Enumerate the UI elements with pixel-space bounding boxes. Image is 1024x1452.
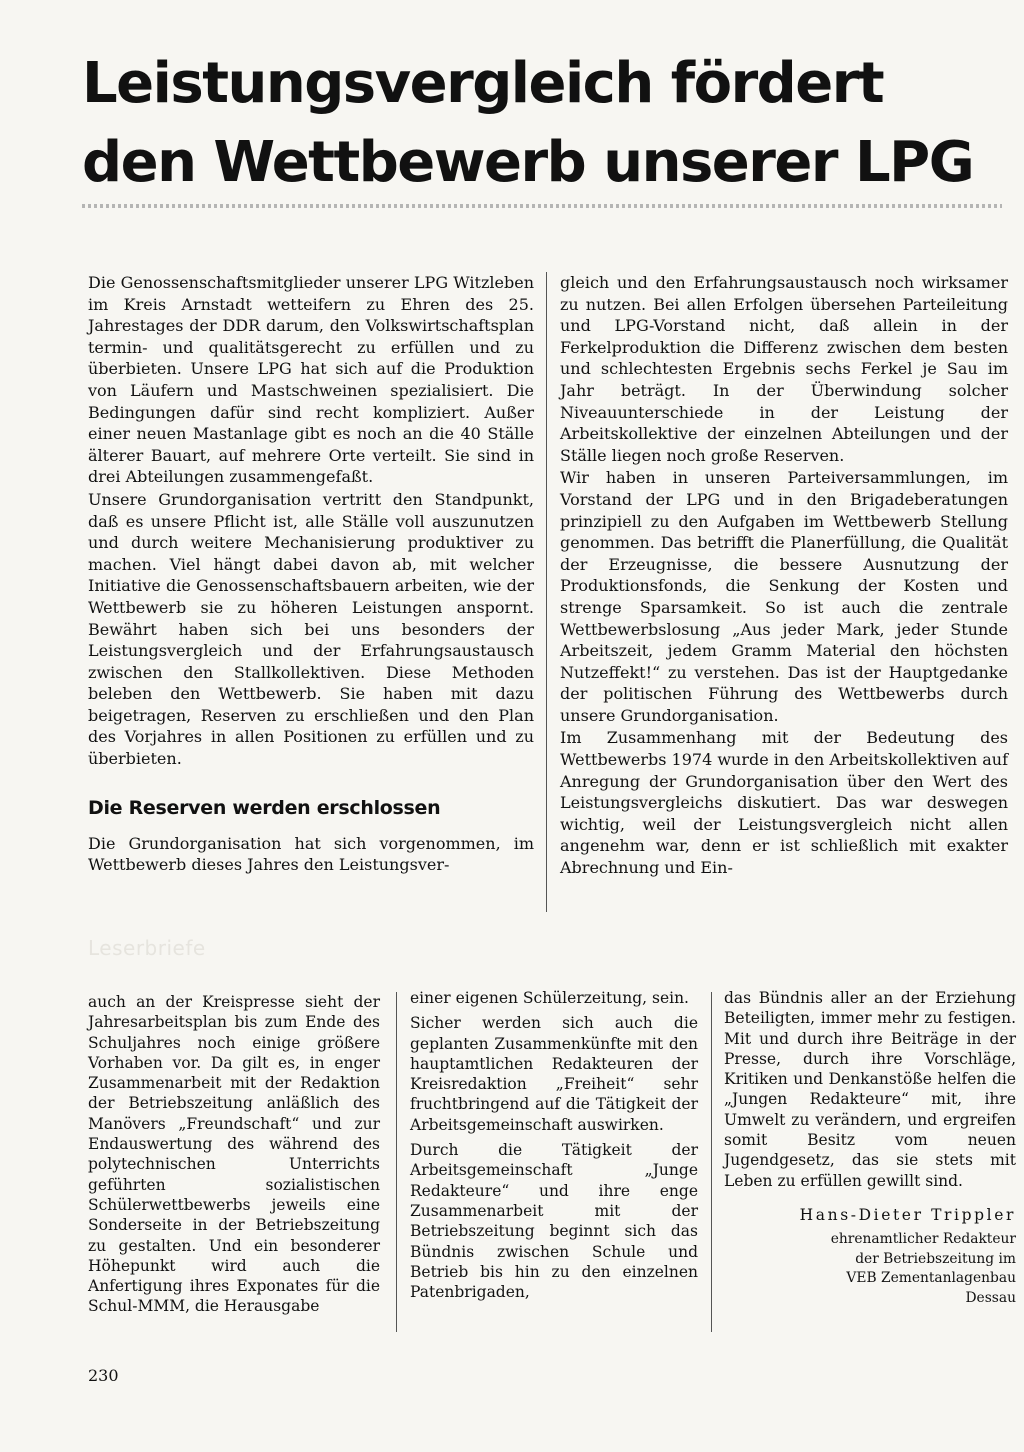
letter-column-3 xyxy=(724,988,1016,1313)
article-subheading: Die Reserven werden erschlossen xyxy=(88,796,441,819)
article-paragraph: Wir haben in unseren Parteiversammlungen, im Vorstand der LPG und in den Brigadeberatungen prinzipiell zu den Aufgaben im Wettbewerb Stellung genommen. Das betrifft die Planerfüllung, die Qualität der Erzeugnisse, die bessere Ausnutzung der Produktionsfonds, die Senkung der Kosten und strenge Sparsamkeit. So ist auch die zentrale Wettbewerbslosung „Aus jeder Mark, jeder Stunde Arbeitszeit, jedem Gramm Material den höchsten Nutzeffekt!“ zu verstehen. Das ist der Hauptgedanke der politischen Führung des Wettbewerbs durch unsere Grundorganisation. xyxy=(560,468,1008,725)
headline-line-2: den Wettbewerb unserer LPG xyxy=(82,130,974,195)
author-affiliation xyxy=(724,1230,1016,1308)
article-column-1 xyxy=(88,272,534,877)
column-divider xyxy=(546,272,547,912)
affiliation-line: VEB Zementanlagenbau xyxy=(846,1270,1016,1287)
letter-paragraph: auch an der Kreispresse sieht der Jahresarbeitsplan bis zum Ende des Schuljahres noch einige größere Vorhaben vor. Da gilt es, in enger Zusammenarbeit mit der Redaktion der Betriebszeitung anläßlich des Manövers „Freundschaft“ und zur Endauswertung des während des polytechnischen Unterrichts geführten sozialistischen Schülerwettbewerbs jeweils eine Sonderseite in der Betriebszeitung zu gestalten. Und ein besonderer Höhepunkt wird auch die Anfertigung ihres Exponates für die Schul-MMM, die Herausgabe xyxy=(88,993,380,1316)
letter-paragraph: einer eigenen Schülerzeitung, sein. xyxy=(410,989,689,1007)
article-paragraph: Im Zusammenhang mit der Bedeutung des Wettbewerbs 1974 wurde in den Arbeitskollektiven auf Anregung der Grundorganisation über den Wert des Leistungsvergleichs diskutiert. Das war deswegen wichtig, weil der Leistungsvergleich nicht allen angenehm war, denn er ist schließlich mit exakter Abrechnung und Ein- xyxy=(560,728,1008,878)
article-paragraph: Die Grundorganisation hat sich vorgenommen, im Wettbewerb dieses Jahres den Leistungsver- xyxy=(88,833,534,875)
letter-paragraph: Durch die Tätigkeit der Arbeitsgemeinschaft „Junge Redakteure“ und ihre enge Zusammenarbeit mit der Betriebszeitung beginnt sich das Bündnis zwischen Schule und Betrieb bis hin zu den einzelnen Patenbrigaden, xyxy=(410,1141,698,1302)
letter-paragraph: Sicher werden sich auch die geplanten Zusammenkünfte mit den hauptamtlichen Redakteuren der Kreisredaktion „Freiheit“ sehr fruchtbringend auf die Tätigkeit der Arbeitsgemeinschaft auswirken. xyxy=(410,1014,698,1134)
article-column-2 xyxy=(560,272,1008,880)
column-divider xyxy=(711,992,712,1332)
page-number: 230 xyxy=(88,1366,119,1385)
letter-paragraph: das Bündnis aller an der Erziehung Beteiligten, immer mehr zu festigen. Mit und durch ihre Beiträge in der Presse, durch ihre Vorschläge, Kritiken und Denkanstöße helfen die „Jungen Redakteure“ mit, ihre Umwelt zu verändern, und ergreifen somit Besitz vom neuen Jugendgesetz, das sie stets mit Leben zu erfüllen gewillt sind. xyxy=(724,989,1016,1190)
letter-column-2 xyxy=(410,988,698,1307)
column-divider xyxy=(396,992,397,1332)
headline-rule xyxy=(82,204,1002,208)
letter-column-1 xyxy=(88,992,380,1322)
article-paragraph: gleich und den Erfahrungsaustausch noch wirksamer zu nutzen. Bei allen Erfolgen übersehen Parteileitung und LPG-Vorstand nicht, daß allein in der Ferkelproduktion die Differenz zwischen dem besten und schlechtesten Ergebnis sechs Ferkel je Sau im Jahr beträgt. In der Überwindung solcher Niveauunterschiede in der Leistung der Arbeitskollektive der einzelnen Abteilungen und der Ställe liegen noch große Reserven. xyxy=(560,273,1008,465)
headline xyxy=(82,44,982,202)
affiliation-line: ehrenamtlicher Redakteur xyxy=(830,1231,1016,1248)
article-paragraph: Die Genossenschaftsmitglieder unserer LPG Witzleben im Kreis Arnstadt wetteifern zu Ehren des 25. Jahrestages der DDR darum, den Volkswirtschaftsplan termin- und qualitätsgerecht zu erfüllen und zu überbieten. Unsere LPG hat sich auf die Produktion von Läufern und Mastschweinen spezialisiert. Die Bedingungen dafür sind recht kompliziert. Außer einer neuen Mastanlage gibt es noch an die 40 Ställe älterer Bauart, auf mehrere Orte verteilt. Sie sind in drei Abteilungen zusammengefaßt. xyxy=(88,273,534,487)
affiliation-line: der Betriebszeitung im xyxy=(855,1250,1016,1267)
author-signature: Hans-Dieter Trippler xyxy=(799,1205,1016,1224)
section-label: Leserbriefe xyxy=(88,936,206,960)
headline-line-1: Leistungsvergleich fördert xyxy=(82,51,884,116)
affiliation-line: Dessau xyxy=(965,1289,1016,1306)
article-paragraph: Unsere Grundorganisation vertritt den Standpunkt, daß es unsere Pflicht ist, alle Ställe voll auszunutzen und durch weitere Mechanisierung produktiver zu machen. Viel hängt dabei davon ab, mit welcher Initiative die Genossenschaftsbauern arbeiten, wie der Wettbewerb sie zu höheren Leistungen anspornt. Bewährt haben sich bei uns besonders der Leistungsvergleich und der Erfahrungsaustausch zwischen den Stallkollektiven. Diese Methoden beleben den Wettbewerb. Sie haben mit dazu beigetragen, Reserven zu erschließen und den Plan des Vorjahres in allen Positionen zu erfüllen und zu überbieten. xyxy=(88,489,534,769)
